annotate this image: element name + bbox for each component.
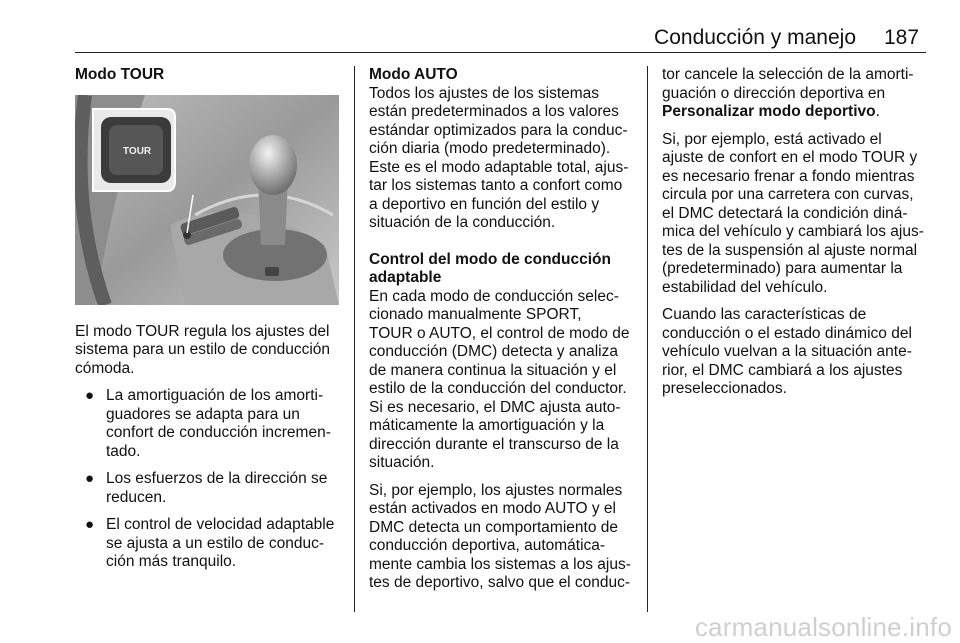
list-item: ● La amortiguación de los amorti- guadores se adapta para un confort de conducción incremen- tado. <box>85 387 331 460</box>
tour-button-label: TOUR <box>123 145 152 157</box>
list-item: ● Los esfuerzos de la dirección se reducen. <box>85 470 328 506</box>
section-heading-tour: Modo TOUR <box>75 66 165 83</box>
column-2 <box>369 66 641 593</box>
bullet-icon: ● <box>85 387 95 404</box>
tour-example: Si, por ejemplo, está activado el ajuste de confort en el modo TOUR y es necesario frenar a fondo mientras circula por una carretera con curvas, el DMC detectará la condición diná- mica del vehículo y cambiará los ajus- tes de la suspensión al ajuste normal (predeterminado) para aumentar la estabilidad del vehículo. <box>662 130 924 296</box>
adaptive-control-example: Si, por ejemplo, los ajustes normales están activados en modo AUTO y el DMC detecta un comportamiento de conducción deportiva, automática- mente cambia los sistemas a los ajus- tes de deportivo, salvo que el conduc- <box>369 481 631 591</box>
adaptive-control-description: En cada modo de conducción selec- cionado manualmente SPORT, TOUR o AUTO, el control de modo de conducción (DMC) detecta y analiza de manera continua la situación y el estilo de la conducción del conductor. Si es necesario, el DMC ajusta auto- máticamente la amortiguación y la dirección durante el transcurso de la situación. <box>369 287 630 471</box>
column-divider-2 <box>647 66 648 612</box>
return-to-preselected: Cuando las características de conducción o el estado dinámico del vehículo vuelvan a la situación ante- rior, el DMC cambiará a los ajustes preseleccionados. <box>662 306 912 397</box>
page-number: 187 <box>884 26 920 49</box>
tour-mode-photo <box>75 95 339 305</box>
section-heading-auto: Modo AUTO <box>369 66 458 83</box>
gear-console-illustration <box>75 95 339 305</box>
column-3 <box>662 66 934 399</box>
auto-description: Todos los ajustes de los sistemas están predeterminados a los valores estándar optimizados para la conduc- ción diaria (modo predeterminado). Este es el modo adaptable total, ajus- tar los sistemas tanto a confort como a deportivo en función del estilo y situación de la conducción. <box>369 84 629 231</box>
watermark: carmanualsonline.info <box>694 612 952 642</box>
bullet-icon: ● <box>85 470 95 487</box>
bullet-icon: ● <box>85 516 95 533</box>
menu-reference-personalizar: Personalizar modo deportivo <box>662 103 876 120</box>
page-header-title: Conducción y manejo <box>654 26 856 49</box>
tour-description: El modo TOUR regula los ajustes del sistema para un estilo de conducción cómoda. <box>75 322 331 377</box>
header-rule <box>75 52 926 53</box>
sport-mode-continuation: tor cancele la selección de la amorti- guación o dirección deportiva en Personalizar modo deportivo. <box>662 66 914 120</box>
column-divider-1 <box>354 66 355 612</box>
section-heading-adaptive-control: Control del modo de conducción adaptable <box>369 250 611 286</box>
list-item: ● El control de velocidad adaptable se ajusta a un estilo de conduc- ción más tranquilo. <box>85 516 335 570</box>
column-1 <box>75 66 345 572</box>
